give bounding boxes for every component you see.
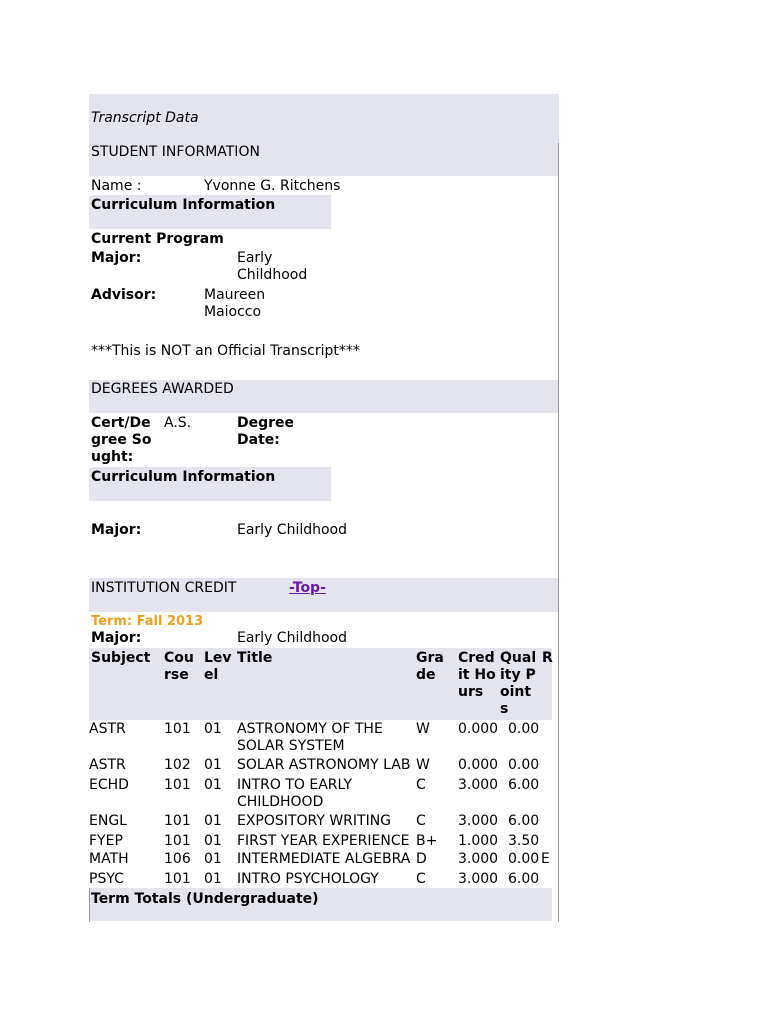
cell-title: EXPOSITORY WRITING [237, 813, 392, 829]
term-major-value: Early Childhood [237, 630, 348, 646]
cell-subject: ECHD [89, 777, 129, 793]
cell-quality: 6.00 [508, 871, 540, 887]
col-level: Level [204, 650, 232, 683]
cell-course: 101 [164, 833, 191, 849]
cell-level: 01 [204, 833, 222, 849]
term-totals-label: Term Totals (Undergraduate) [91, 891, 319, 907]
unofficial-notice: ***This is NOT an Official Transcript*** [91, 343, 360, 359]
cell-subject: ENGL [89, 813, 127, 829]
cell-title: INTRO TO EARLY CHILDHOOD [237, 777, 353, 810]
name-value: Yvonne G. Ritchens [204, 178, 341, 194]
term-major-label: Major: [91, 630, 142, 646]
cert-degree-label: Cert/Degree Sought: [91, 415, 152, 465]
cell-level: 01 [204, 851, 222, 867]
cell-title: SOLAR ASTRONOMY LAB [237, 757, 411, 773]
cell-level: 01 [204, 777, 222, 793]
cell-credit: 0.000 [458, 757, 499, 773]
major-label: Major: [91, 250, 142, 266]
cell-title: INTERMEDIATE ALGEBRA [237, 851, 411, 867]
cell-quality: 3.50 [508, 833, 540, 849]
cell-quality: 6.00 [508, 777, 540, 793]
cell-r: E [541, 851, 550, 867]
cell-level: 01 [204, 871, 222, 887]
cell-credit: 3.000 [458, 851, 499, 867]
cell-grade: C [416, 871, 426, 887]
cell-course: 101 [164, 813, 191, 829]
cell-title: INTRO PSYCHOLOGY [237, 871, 379, 887]
cell-quality: 0.00 [508, 721, 540, 737]
degrees-heading: DEGREES AWARDED [91, 381, 234, 397]
advisor-label: Advisor: [91, 287, 157, 303]
student-info-heading: STUDENT INFORMATION [91, 144, 260, 160]
cell-grade: B+ [416, 833, 438, 849]
cell-subject: MATH [89, 851, 129, 867]
cell-course: 101 [164, 871, 191, 887]
name-label: Name : [91, 178, 142, 194]
cert-degree-value: A.S. [164, 415, 192, 431]
col-r: R [542, 650, 553, 666]
cell-credit: 3.000 [458, 777, 499, 793]
cell-course: 102 [164, 757, 191, 773]
institution-heading: INSTITUTION CREDIT [91, 580, 237, 596]
title-band [89, 94, 559, 176]
cell-course: 106 [164, 851, 191, 867]
cell-level: 01 [204, 813, 222, 829]
cell-grade: W [416, 721, 430, 737]
major-value: Early Childhood [237, 250, 308, 283]
cell-quality: 6.00 [508, 813, 540, 829]
cell-grade: D [416, 851, 427, 867]
degree-major-value: Early Childhood [237, 522, 348, 538]
curriculum-heading-2: Curriculum Information [91, 469, 276, 485]
cell-subject: PSYC [89, 871, 124, 887]
top-link[interactable]: -Top- [289, 580, 326, 596]
advisor-value: Maureen Maiocco [204, 287, 266, 320]
col-quality-points: Quality Points [500, 650, 537, 717]
cell-grade: W [416, 757, 430, 773]
left-border [89, 888, 90, 922]
cell-grade: C [416, 813, 426, 829]
cell-course: 101 [164, 777, 191, 793]
cell-title: ASTRONOMY OF THE SOLAR SYSTEM [237, 721, 383, 754]
cell-subject: ASTR [89, 757, 126, 773]
cell-grade: C [416, 777, 426, 793]
cell-credit: 3.000 [458, 871, 499, 887]
right-border [558, 143, 559, 922]
cell-credit: 1.000 [458, 833, 499, 849]
current-program-label: Current Program [91, 231, 224, 247]
page-title: Transcript Data [91, 110, 199, 126]
term-label: Term: Fall 2013 [91, 614, 204, 629]
cell-quality: 0.00 [508, 757, 540, 773]
col-credit-hours: Credit Hours [458, 650, 496, 700]
cell-subject: FYEP [89, 833, 123, 849]
cell-subject: ASTR [89, 721, 126, 737]
cell-level: 01 [204, 721, 222, 737]
curriculum-heading: Curriculum Information [91, 197, 276, 213]
cell-quality: 0.00 [508, 851, 540, 867]
degree-major-label: Major: [91, 522, 142, 538]
col-course: Course [164, 650, 194, 683]
col-grade: Grade [416, 650, 444, 683]
cell-level: 01 [204, 757, 222, 773]
cell-credit: 3.000 [458, 813, 499, 829]
cell-title: FIRST YEAR EXPERIENCE [237, 833, 410, 849]
cell-credit: 0.000 [458, 721, 499, 737]
col-subject: Subject [91, 650, 151, 666]
col-title: Title [237, 650, 273, 666]
cell-course: 101 [164, 721, 191, 737]
degree-date-label: Degree Date: [237, 415, 295, 448]
